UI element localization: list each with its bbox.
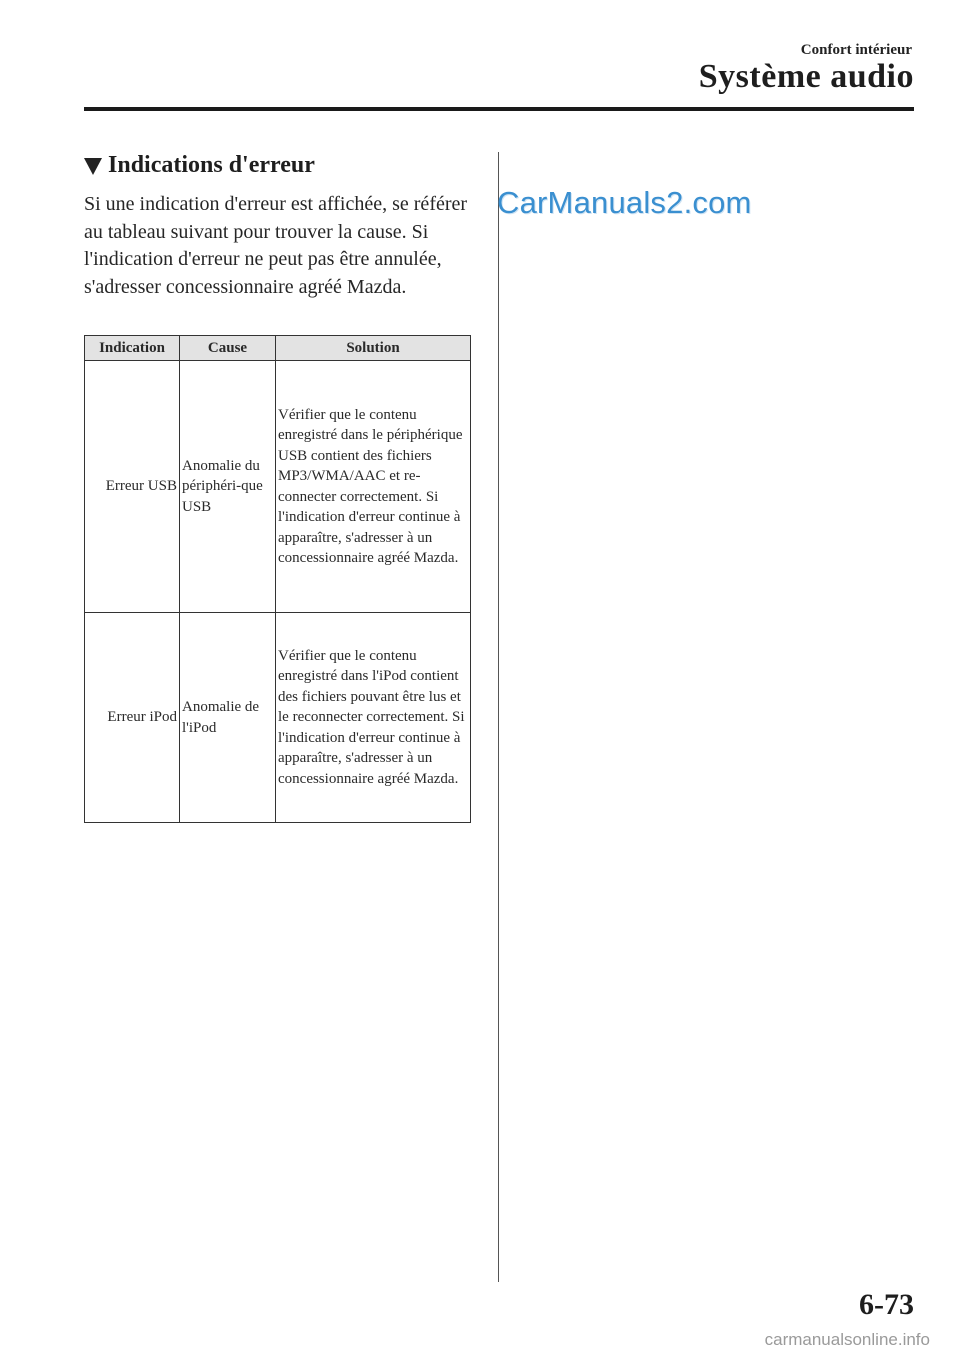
intro-paragraph: Si une indication d'erreur est affichée, se référer au tableau suivant pour trouver la cause. Si l'indication d'erreur ne peut pas être annulée, s'adresser concessionnaire agréé Mazda. — [84, 193, 468, 298]
chapter-subtitle: Confort intérieur — [800, 42, 912, 58]
solution-cell: Vérifier que le contenu enregistré dans le périphérique USB contient des fichiers MP3/WMA/AAC et re-connecter correctement. Si l'indication d'erreur continue à apparaître, s'adresser à un concessionnaire agréé Mazda. — [276, 361, 471, 613]
watermark-logo[interactable]: CarManuals2.com — [497, 185, 752, 220]
section-heading-text: Indications d'erreur — [108, 152, 315, 178]
triangle-bullet-icon — [84, 158, 102, 175]
column-header-cause: Cause — [180, 336, 276, 361]
cause-cell: Anomalie de l'iPod — [180, 613, 276, 823]
page-number: 6-73 — [859, 1288, 914, 1321]
section-heading — [84, 152, 474, 179]
chapter-title: Système audio — [698, 58, 914, 95]
cause-cell: Anomalie du périphéri-que USB — [180, 361, 276, 613]
header-divider — [84, 107, 914, 111]
indication-cell: Erreur iPod — [85, 613, 180, 823]
table-row — [85, 361, 471, 613]
table-header-row — [85, 336, 471, 361]
table-row — [85, 613, 471, 823]
solution-cell: Vérifier que le contenu enregistré dans l'iPod contient des fichiers pouvant être lus et le reconnecter correctement. Si l'indication d'erreur continue à apparaître, s'adresser à un concessionnaire agréé Mazda. — [276, 613, 471, 823]
indication-cell: Erreur USB — [85, 361, 180, 613]
error-indications-section — [84, 152, 474, 301]
footer-watermark[interactable]: carmanualsonline.info — [764, 1330, 930, 1349]
column-header-solution: Solution — [276, 336, 471, 361]
column-divider — [498, 152, 499, 1282]
column-header-indication: Indication — [85, 336, 180, 361]
error-table — [84, 335, 471, 823]
